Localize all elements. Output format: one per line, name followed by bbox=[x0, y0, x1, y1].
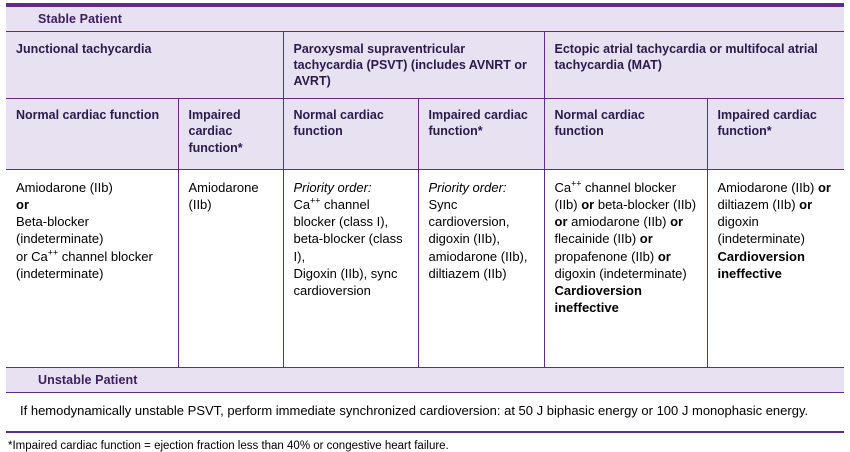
psvt-normal-item1-post: channel blocker (class I), beta-blocker (class I), bbox=[293, 197, 403, 264]
junctional-normal-line3 bbox=[16, 248, 168, 282]
eat-normal-t5: digoxin (indeterminate) bbox=[554, 265, 687, 281]
eat-normal-or5: or bbox=[657, 248, 671, 264]
eat-normal-or2: or bbox=[554, 214, 568, 230]
col-header-junctional-normal: Normal cardiac function bbox=[6, 99, 178, 170]
cell-psvt-impaired bbox=[418, 170, 544, 368]
eat-normal-post: channel blocker (IIb) bbox=[554, 180, 677, 213]
col-header-psvt-normal: Normal cardiac function bbox=[283, 99, 418, 170]
stable-patient-label: Stable Patient bbox=[38, 12, 123, 26]
column-header-row bbox=[6, 99, 844, 170]
unstable-note-row bbox=[6, 393, 844, 433]
eat-impaired-t3: digoxin (indeterminate) bbox=[717, 214, 805, 247]
eat-normal-cardioversion-note: Cardioversion ineffective bbox=[554, 282, 642, 316]
treatment-row bbox=[6, 170, 844, 368]
psvt-impaired-heading: Priority order: bbox=[428, 180, 507, 195]
cell-psvt-normal bbox=[283, 170, 418, 368]
cell-eat-normal bbox=[544, 170, 707, 368]
eat-normal-t3: flecainide (IIb) bbox=[554, 231, 640, 247]
eat-impaired-body bbox=[718, 179, 835, 248]
junctional-normal-or1: or bbox=[16, 197, 29, 213]
eat-normal-or1: or bbox=[581, 197, 595, 213]
cell-junctional-normal bbox=[6, 170, 178, 368]
eat-normal-body bbox=[555, 179, 697, 282]
junctional-normal-or2: or Ca bbox=[16, 248, 48, 264]
eat-normal-t4: propafenone (IIb) bbox=[554, 248, 658, 264]
ca-superscript: ++ bbox=[571, 178, 582, 189]
col-header-eat-normal: Normal cardiac function bbox=[544, 99, 707, 170]
junctional-normal-line1: Amiodarone (IIb) bbox=[16, 180, 113, 195]
group-header-row bbox=[6, 32, 844, 99]
junctional-normal-line3-text: channel blocker (indeterminate) bbox=[16, 248, 153, 281]
stable-patient-band-row bbox=[6, 7, 844, 32]
cell-junctional-impaired: Amiodarone (IIb) bbox=[178, 170, 283, 368]
eat-impaired-t1: Amiodarone (IIb) bbox=[717, 180, 818, 195]
tachycardia-table bbox=[6, 7, 844, 433]
ca-superscript: ++ bbox=[310, 195, 321, 206]
col-header-eat-impaired: Impaired cardiac function* bbox=[707, 99, 844, 170]
col-header-psvt-impaired: Impaired cardiac function* bbox=[418, 99, 544, 170]
group-psvt: Paroxysmal supraventricular tachycardia (PSVT) (includes AVNRT or AVRT) bbox=[283, 32, 544, 99]
eat-impaired-cardioversion-note: Cardioversion ineffective bbox=[717, 248, 805, 281]
psvt-normal-heading: Priority order: bbox=[293, 180, 372, 195]
group-junctional-tachycardia: Junctional tachycardia bbox=[6, 32, 283, 99]
col-header-junctional-impaired: Impaired cardiac function* bbox=[178, 99, 283, 170]
eat-normal-t1: beta-blocker (IIb) bbox=[594, 197, 697, 213]
unstable-patient-label: Unstable Patient bbox=[38, 373, 138, 387]
group-ectopic-atrial-mat: Ectopic atrial tachycardia or multifocal atrial tachycardia (MAT) bbox=[544, 32, 844, 99]
eat-impaired-t2: diltiazem (IIb) bbox=[717, 197, 800, 213]
ca-superscript: ++ bbox=[47, 247, 59, 258]
footnote: *Impaired cardiac function = ejection fraction less than 40% or congestive heart failure. bbox=[8, 440, 449, 452]
junctional-normal-line2: Beta-blocker (indeterminate) bbox=[16, 214, 104, 247]
psvt-impaired-body: Sync cardioversion, digoxin (IIb), amiodarone (IIb), diltiazem (IIb) bbox=[428, 197, 528, 281]
eat-normal-or4: or bbox=[639, 231, 653, 247]
psvt-normal-item1-pre: Ca bbox=[293, 197, 311, 213]
eat-impaired-or1: or bbox=[817, 180, 831, 195]
psvt-normal-item1 bbox=[294, 196, 408, 265]
eat-normal-t2: amiodarone (IIb) bbox=[567, 214, 671, 230]
psvt-normal-item2: Digoxin (IIb), sync cardioversion bbox=[293, 265, 398, 298]
eat-normal-or3: or bbox=[670, 214, 684, 230]
eat-impaired-or2: or bbox=[799, 197, 813, 213]
unstable-note-text: If hemodynamically unstable PSVT, perform immediate synchronized cardioversion: at 50 J biphasic energy or 100 J monophasic energy. bbox=[6, 393, 844, 433]
cell-eat-impaired bbox=[707, 170, 844, 368]
eat-normal-pre: Ca bbox=[554, 180, 572, 195]
unstable-patient-band-row bbox=[6, 368, 844, 393]
tachycardia-table-wrapper bbox=[0, 7, 850, 433]
